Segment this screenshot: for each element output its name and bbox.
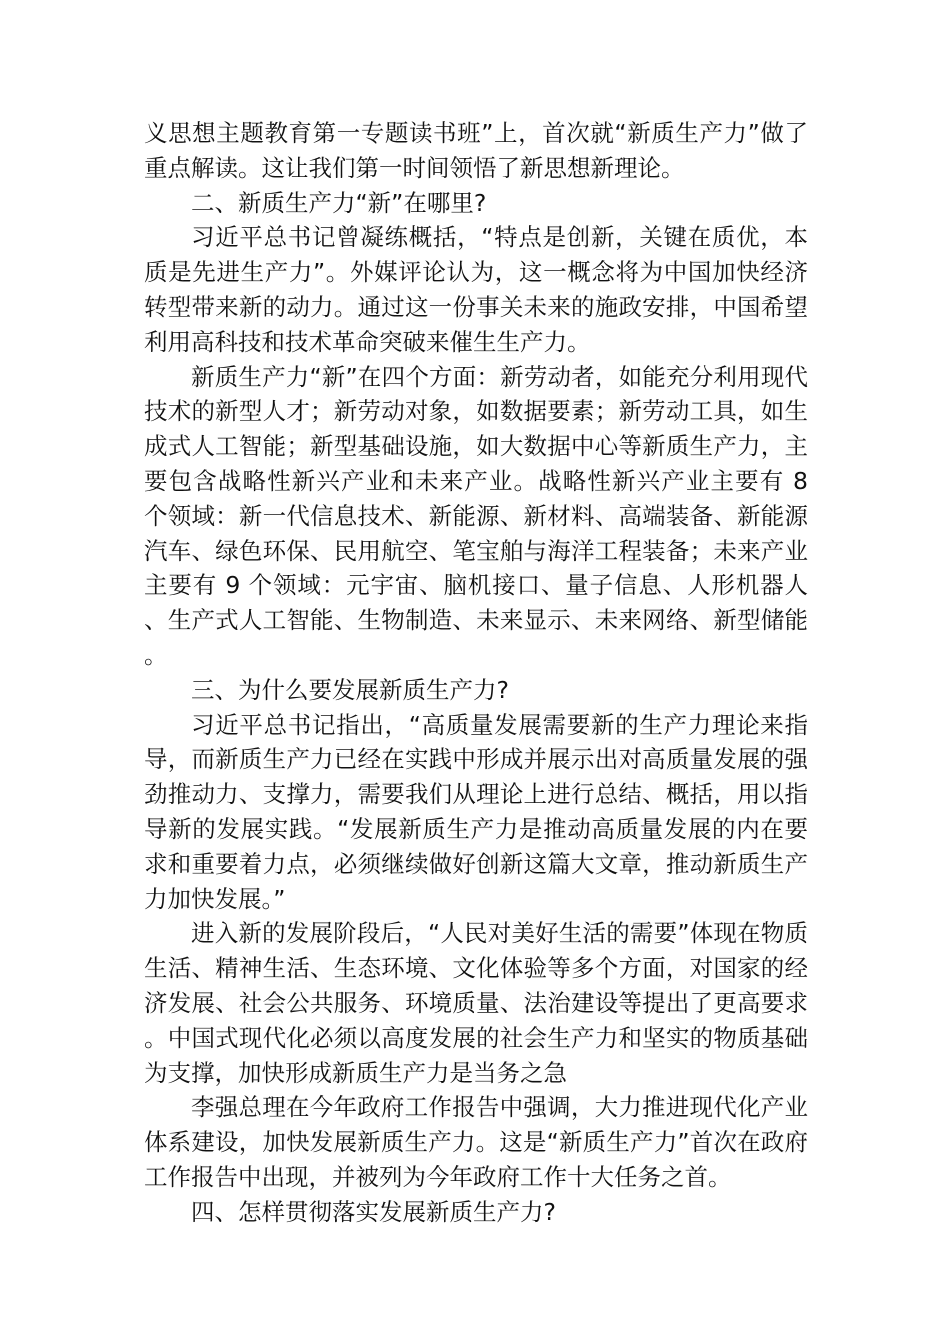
paragraph: 习近平总书记指出，“高质量发展需要新的生产力理论来指导，而新质生产力已经在实践中形成并展示出对高质量发展的强劲推动力、支撑力，需要我们从理论上进行总结、概括，用以指导新的发展实践。“发展新质生产力是推动高质量发展的内在要求和重要着力点，必须继续做好创新这篇大文章，推动新质生产力加快发展。”	[144, 710, 808, 913]
paragraph: 习近平总书记曾凝练概括，“特点是创新，关键在质优，本质是先进生产力”。外媒评论认为，这一概念将为中国加快经济转型带来新的动力。通过这一份事关未来的施政安排，中国希望利用高科技和技术革命突破来催生生产力。	[144, 223, 808, 356]
paragraph: 新质生产力“新”在四个方面：新劳动者，如能充分利用现代技术的新型人才；新劳动对象，如数据要素；新劳动工具，如生成式人工智能；新型基础设施，如大数据中心等新质生产力，主要包含战略性新兴产业和未来产业。战略性新兴产业主要有 8 个领域：新一代信息技术、新能源、新材料、高端装备、新能源汽车、绿色环保、民用航空、笔宝舶与海洋工程装备；未来产业主要有 9 个领域：元宇宙、脑机接口、量子信息、人形机器人、生产式人工智能、生物制造、未来显示、未来网络、新型储能。	[144, 362, 808, 669]
section-heading-2: 二、新质生产力“新”在哪里?	[191, 188, 487, 217]
section-heading-3: 三、为什么要发展新质生产力?	[191, 675, 509, 704]
paragraph: 进入新的发展阶段后，“人民对美好生活的需要”体现在物质生活、精神生活、生态环境、文化体验等多个方面，对国家的经济发展、社会公共服务、环境质量、法治建设等提出了更高要求。中国式现代化必须以高度发展的社会生产力和坚实的物质基础为支撑，加快形成新质生产力是当务之急	[144, 919, 808, 1087]
document-page	[144, 116, 808, 1230]
section-heading-4: 四、怎样贯彻落实发展新质生产力?	[191, 1197, 556, 1226]
paragraph-continuation: 义思想主题教育第一专题读书班”上，首次就“新质生产力”做了重点解读。这让我们第一时间领悟了新思想新理论。	[144, 119, 808, 182]
paragraph: 李强总理在今年政府工作报告中强调，大力推进现代化产业体系建设，加快发展新质生产力。这是“新质生产力”首次在政府工作报告中出现，并被列为今年政府工作十大任务之首。	[144, 1093, 808, 1191]
